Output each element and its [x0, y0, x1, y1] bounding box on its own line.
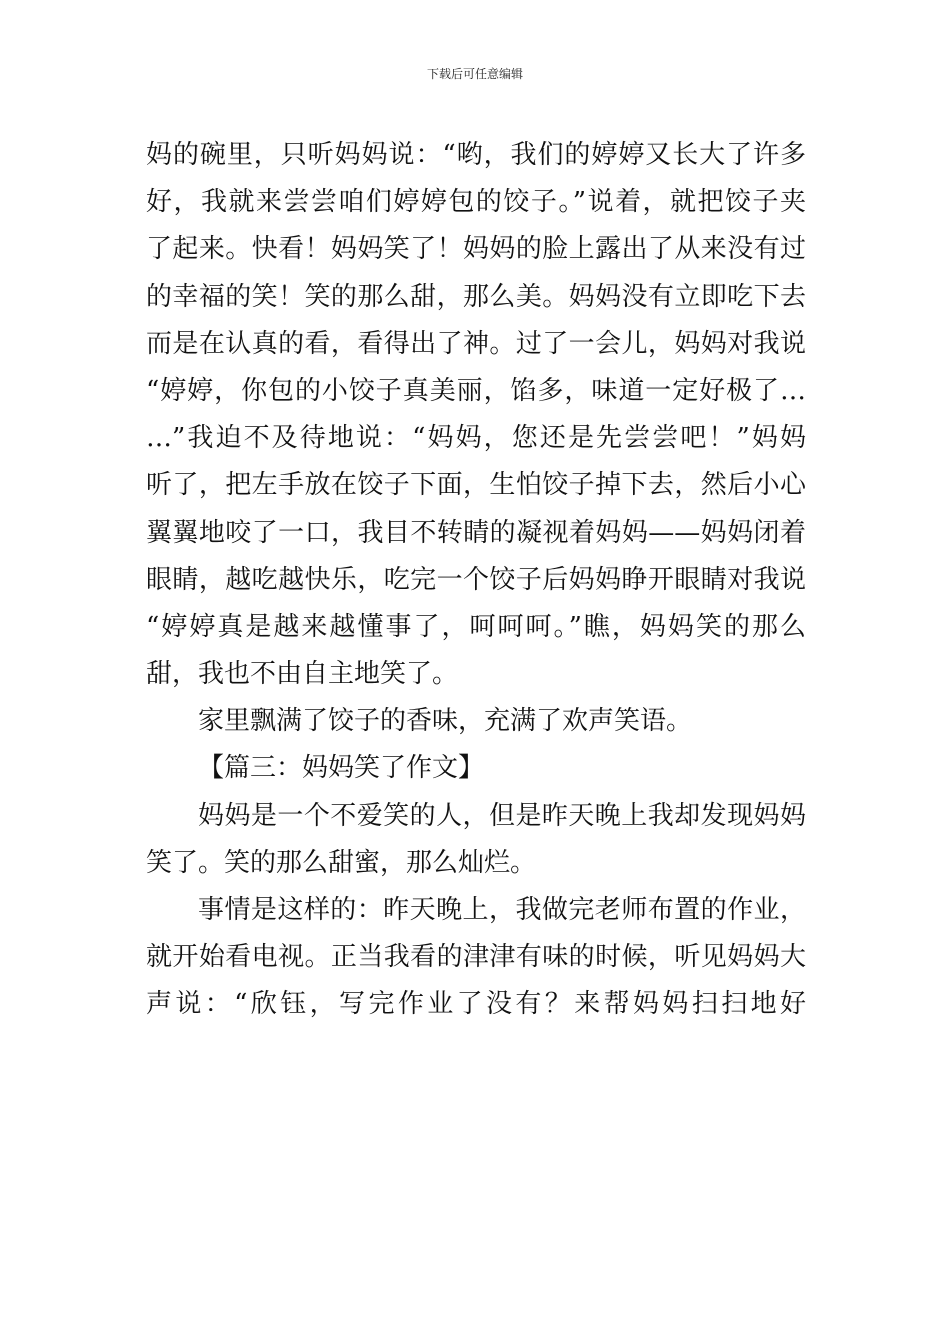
section-heading: 【篇三：妈妈笑了作文】 — [198, 753, 485, 784]
text-line: “婷婷，你包的小饺子真美丽，馅多，味道一定好极了… — [146, 375, 806, 406]
text-line: “婷婷真是越来越懂事了，呵呵呵。”瞧，妈妈笑的那么 — [146, 611, 806, 642]
document-body — [146, 132, 806, 1029]
text-line: 笑了。笑的那么甜蜜，那么灿烂。 — [146, 847, 537, 878]
text-line: 翼翼地咬了一口，我目不转睛的凝视着妈妈——妈妈闭着 — [146, 517, 806, 548]
text-line: 声说：“欣钰，写完作业了没有？来帮妈妈扫扫地好 — [146, 989, 806, 1020]
text-line: …”我迫不及待地说：“妈妈，您还是先尝尝吧！”妈妈 — [146, 423, 806, 454]
text-line: 眼睛，越吃越快乐，吃完一个饺子后妈妈睁开眼睛对我说 — [146, 564, 806, 595]
paragraph-line: 妈妈是一个不爱笑的人，但是昨天晚上我却发现妈妈 — [198, 800, 806, 831]
text-line: 的幸福的笑！笑的那么甜，那么美。妈妈没有立即吃下去 — [146, 281, 806, 312]
text-line: 而是在认真的看，看得出了神。过了一会儿，妈妈对我说 — [146, 328, 806, 359]
text-line: 了起来。快看！妈妈笑了！妈妈的脸上露出了从来没有过 — [146, 234, 806, 265]
text-line: 就开始看电视。正当我看的津津有味的时候，听见妈妈大 — [146, 942, 806, 973]
page-header-note: 下载后可任意编辑 — [426, 67, 523, 81]
text-line: 甜，我也不由自主地笑了。 — [146, 659, 459, 690]
text-line: 妈的碗里，只听妈妈说：“哟，我们的婷婷又长大了许多 — [146, 140, 806, 170]
text-line: 好，我就来尝尝咱们婷婷包的饺子。”说着，就把饺子夹 — [146, 187, 806, 218]
text-line: 听了，把左手放在饺子下面，生怕饺子掉下去，然后小心 — [146, 470, 806, 501]
paragraph-line: 家里飘满了饺子的香味，充满了欢声笑语。 — [198, 706, 693, 737]
paragraph-line: 事情是这样的：昨天晚上，我做完老师布置的作业， — [198, 895, 806, 925]
